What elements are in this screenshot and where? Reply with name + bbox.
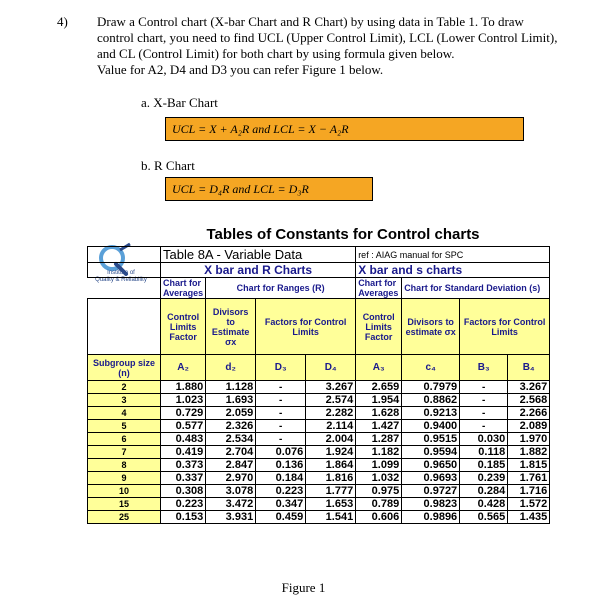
- subgroup-size-cell: 15: [88, 498, 161, 511]
- r-formula-box: [165, 177, 373, 201]
- constant-cell: 1.880: [161, 381, 206, 394]
- hdr-chart-ranges: Chart for Ranges (R): [206, 278, 356, 299]
- r-formula: UCL = D₄R and LCL = D₃R: [172, 181, 309, 196]
- constant-cell: 0.9594: [402, 446, 460, 459]
- hdr-control-limits-factor: Control Limits Factor: [161, 299, 206, 355]
- xbar-formula: UCL = X + A₂R and LCL = X − A₂R: [172, 121, 349, 136]
- col-header: D₃: [256, 355, 306, 381]
- col-header: B₃: [460, 355, 508, 381]
- constant-cell: 1.970: [508, 433, 550, 446]
- table-row: [88, 472, 550, 485]
- constant-cell: 1.541: [306, 511, 356, 524]
- constant-cell: 2.326: [206, 420, 256, 433]
- constant-cell: 0.9400: [402, 420, 460, 433]
- col-header: A₂: [161, 355, 206, 381]
- subgroup-size-cell: 25: [88, 511, 161, 524]
- constant-cell: -: [460, 420, 508, 433]
- constant-cell: 0.9896: [402, 511, 460, 524]
- part-b-label: b. R Chart: [141, 158, 195, 173]
- constant-cell: 0.136: [256, 459, 306, 472]
- constant-cell: 1.716: [508, 485, 550, 498]
- constant-cell: -: [256, 407, 306, 420]
- constants-table: [87, 246, 550, 524]
- constant-cell: 1.099: [356, 459, 402, 472]
- logo-line: Institute of: [107, 270, 135, 276]
- constant-cell: 0.223: [256, 485, 306, 498]
- constant-cell: 0.419: [161, 446, 206, 459]
- figure-caption: Figure 1: [281, 580, 326, 595]
- constant-cell: 0.373: [161, 459, 206, 472]
- hdr-divisors-2: Divisors to estimate σx: [402, 299, 460, 355]
- subgroup-size-cell: 8: [88, 459, 161, 472]
- constant-cell: 0.9650: [402, 459, 460, 472]
- question-line: control chart, you need to find UCL (Upper Control Limit), LCL (Lower Control Limit),: [97, 30, 558, 45]
- constant-cell: 2.059: [206, 407, 256, 420]
- constant-cell: 1.816: [306, 472, 356, 485]
- part-a-label: a. X-Bar Chart: [141, 95, 218, 110]
- constant-cell: 0.459: [256, 511, 306, 524]
- constant-cell: 0.153: [161, 511, 206, 524]
- constant-cell: 1.653: [306, 498, 356, 511]
- constant-cell: 1.864: [306, 459, 356, 472]
- table-row: [88, 485, 550, 498]
- constant-cell: 0.9213: [402, 407, 460, 420]
- constant-cell: 2.282: [306, 407, 356, 420]
- table-row: [88, 459, 550, 472]
- hdr-chart-averages-2: Chart for Averages: [356, 278, 402, 299]
- constant-cell: 0.076: [256, 446, 306, 459]
- constant-cell: 1.815: [508, 459, 550, 472]
- table-row: [88, 498, 550, 511]
- hdr-factors-cl-2: Factors for Control Limits: [460, 299, 550, 355]
- constant-cell: 0.337: [161, 472, 206, 485]
- constant-cell: 1.761: [508, 472, 550, 485]
- constant-cell: 3.078: [206, 485, 256, 498]
- table-row: [88, 433, 550, 446]
- constant-cell: 2.704: [206, 446, 256, 459]
- constant-cell: 1.572: [508, 498, 550, 511]
- constant-cell: -: [256, 433, 306, 446]
- constant-cell: 0.975: [356, 485, 402, 498]
- subgroup-size-cell: 3: [88, 394, 161, 407]
- col-header: A₃: [356, 355, 402, 381]
- constant-cell: -: [460, 407, 508, 420]
- constant-cell: 0.606: [356, 511, 402, 524]
- constant-cell: 0.7979: [402, 381, 460, 394]
- constant-cell: -: [256, 394, 306, 407]
- hdr-chart-averages: Chart for Averages: [161, 278, 206, 299]
- table-row: [88, 420, 550, 433]
- constant-cell: 1.032: [356, 472, 402, 485]
- constant-cell: -: [256, 381, 306, 394]
- constant-cell: 3.267: [508, 381, 550, 394]
- constant-cell: 2.114: [306, 420, 356, 433]
- col-header: B₄: [508, 355, 550, 381]
- constant-cell: 1.287: [356, 433, 402, 446]
- left-title: Table 8A - Variable Data: [161, 247, 356, 263]
- constant-cell: 3.472: [206, 498, 256, 511]
- constant-cell: 0.565: [460, 511, 508, 524]
- logo-line: Quality & Reliability: [95, 277, 147, 283]
- constant-cell: 0.239: [460, 472, 508, 485]
- constant-cell: 1.924: [306, 446, 356, 459]
- table-row: [88, 381, 550, 394]
- constant-cell: -: [460, 394, 508, 407]
- table-title: Tables of Constants for Control charts: [206, 226, 480, 243]
- subgroup-size-cell: 9: [88, 472, 161, 485]
- constant-cell: 0.118: [460, 446, 508, 459]
- constant-cell: 0.347: [256, 498, 306, 511]
- table-row: [88, 446, 550, 459]
- constant-cell: 0.789: [356, 498, 402, 511]
- col-header: c₄: [402, 355, 460, 381]
- subgroup-size-cell: 10: [88, 485, 161, 498]
- question-line: Draw a Control chart (X-bar Chart and R Chart) by using data in Table 1. To draw: [97, 14, 524, 29]
- constant-cell: 0.284: [460, 485, 508, 498]
- constant-cell: 1.128: [206, 381, 256, 394]
- constant-cell: 0.428: [460, 498, 508, 511]
- constant-cell: 2.534: [206, 433, 256, 446]
- question-text: [97, 14, 587, 78]
- question-number: 4): [57, 14, 68, 29]
- constant-cell: 1.777: [306, 485, 356, 498]
- subgroup-size-cell: 2: [88, 381, 161, 394]
- constant-cell: 0.729: [161, 407, 206, 420]
- constant-cell: 1.023: [161, 394, 206, 407]
- xbar-formula-box: [165, 117, 524, 141]
- constant-cell: 0.184: [256, 472, 306, 485]
- constant-cell: 0.223: [161, 498, 206, 511]
- constant-cell: 2.659: [356, 381, 402, 394]
- constant-cell: 2.970: [206, 472, 256, 485]
- hdr-chart-sd: Chart for Standard Deviation (s): [402, 278, 550, 299]
- constant-cell: 0.577: [161, 420, 206, 433]
- constant-cell: 1.693: [206, 394, 256, 407]
- constant-cell: 1.182: [356, 446, 402, 459]
- right-subtitle: X bar and s charts: [356, 263, 550, 278]
- constant-cell: 0.185: [460, 459, 508, 472]
- constant-cell: 1.427: [356, 420, 402, 433]
- constant-cell: 3.931: [206, 511, 256, 524]
- constant-cell: 0.8862: [402, 394, 460, 407]
- constant-cell: 2.847: [206, 459, 256, 472]
- constant-cell: 0.9515: [402, 433, 460, 446]
- constant-cell: 2.568: [508, 394, 550, 407]
- col-header: d₂: [206, 355, 256, 381]
- subgroup-size-cell: 4: [88, 407, 161, 420]
- constant-cell: 0.483: [161, 433, 206, 446]
- question-line: and CL (Control Limit) for both chart by using formula given below.: [97, 46, 455, 61]
- subgroup-size-cell: 7: [88, 446, 161, 459]
- left-subtitle: X bar and R Charts: [161, 263, 356, 278]
- hdr-control-limits-factor-2: Control Limits Factor: [356, 299, 402, 355]
- col-header: D₄: [306, 355, 356, 381]
- hdr-subgroup: Subgroup size (n): [88, 355, 161, 381]
- constant-cell: 0.9693: [402, 472, 460, 485]
- constant-cell: -: [256, 420, 306, 433]
- constant-cell: 0.9823: [402, 498, 460, 511]
- constant-cell: 1.882: [508, 446, 550, 459]
- constant-cell: 3.267: [306, 381, 356, 394]
- hdr-divisors: Divisors to Estimate σx: [206, 299, 256, 355]
- constant-cell: 2.266: [508, 407, 550, 420]
- table-row: [88, 394, 550, 407]
- constant-cell: 0.9727: [402, 485, 460, 498]
- constant-cell: 0.030: [460, 433, 508, 446]
- hdr-factors-cl: Factors for Control Limits: [256, 299, 356, 355]
- constant-cell: 2.004: [306, 433, 356, 446]
- constant-cell: 2.089: [508, 420, 550, 433]
- table-row: [88, 407, 550, 420]
- constant-cell: 2.574: [306, 394, 356, 407]
- subgroup-size-cell: 6: [88, 433, 161, 446]
- subgroup-size-cell: 5: [88, 420, 161, 433]
- question-line: Value for A2, D4 and D3 you can refer Figure 1 below.: [97, 62, 384, 77]
- constant-cell: 0.308: [161, 485, 206, 498]
- constant-cell: 1.435: [508, 511, 550, 524]
- constant-cell: -: [460, 381, 508, 394]
- constant-cell: 1.954: [356, 394, 402, 407]
- table-row: [88, 511, 550, 524]
- ref-text: ref : AIAG manual for SPC: [356, 247, 550, 263]
- constant-cell: 1.628: [356, 407, 402, 420]
